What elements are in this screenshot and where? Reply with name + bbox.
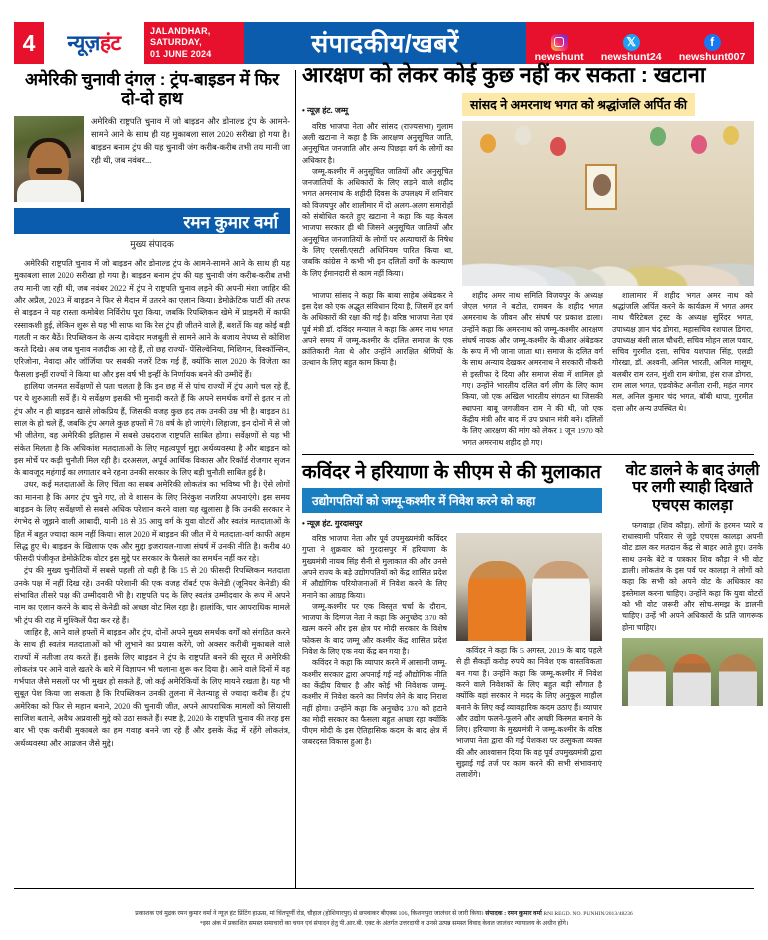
lead-story-subheadline: सांसद ने अमरनाथ भगत को श्रद्धांजलि अर्पित की: [462, 93, 695, 116]
lead-story-upper: [302, 121, 754, 286]
kalra-paragraph: फगवाड़ा (शिव कौड़ा). लोगों के हरमन प्यारे व राधास्वामी परिवार से जुड़े एचएस कालड़ा अपनी वोट डाल कर मतदान केंद्र से बाहर आते हुए। उनके साथ उनके बेटे व पत्रकार शिव कौड़ा ने भी वोट डाली। लोकतंत्र के इस पर्व पर कालड़ा ने लोगों को कहा कि सभी को अपने वोट के अधिकार का इस्तेमाल करना चाहिए। उन्होंने कहा कि युवा वोटरों को भी वोट जरूरी और सोच-समझ के डालनी चाहिए। उन्हें भी अपने अधिकारों के प्रति जागरूक होना चाहिए।: [622, 520, 763, 632]
twitter-icon[interactable]: 𝕏: [623, 34, 640, 51]
story-kalra: [622, 462, 763, 781]
logo-text: [67, 29, 120, 57]
lead-story-paragraph: शहीद अमर नाथ समिति विजयपुर के अध्यक्ष जेएल भगत ने बटोत, रामबन के शहीद भगत अमरनाथ के जीवन और संघर्ष पर प्रकाश डाला। उन्होंने कहा कि अमरनाथ को जम्मू-कश्मीर आरक्षण संघर्ष नायक और जम्मू-कश्मीर के बीआर अंबेडकर के रूप में भी जाना जाता था। समाज के दलित वर्ग के साथ अन्याय देखकर अमरनाथ ने सरकारी नौकरी से इस्तीफा दे दिया और समाज सेवा में शामिल हो गए। उन्होंने भारतीय दलित वर्ग लीग के लिए काम किया, जो एक अखिल भारतीय संगठन था जिसकी स्थापना बाबू जगजीवन राम ने की थी, जो एक केंद्रीय मंत्री और बाद में उप प्रधान मंत्री बने। दलितों के लिए आरक्षण की मांग को लेकर 1 जून 1970 को भगत अमरनाथ शहीद हो गए।: [462, 290, 603, 447]
editorial-column: [14, 70, 290, 750]
masthead: [14, 22, 754, 64]
footer-divider: [14, 888, 754, 889]
social-item-facebook[interactable]: [679, 34, 746, 63]
lead-story-text-col2: [302, 290, 453, 448]
publication-logo[interactable]: [44, 22, 144, 64]
editorial-paragraph: जाहिर है, आने वाले हफ्तों में बाइडन और ट्रंप, दोनों अपने मुख्य समर्थक वर्गों को संगठित करने के साथ ही स्वतंत्र मतदाताओं को भी लुभाने का प्रयास करेंगे, जो अक्सर करीबी मुकाबले वाले राज्यों में नतीजा तय करते हैं। इसके लिए बाइडन ने ट्रंप के राष्ट्रपति बनने की सूरत में अमेरिकी लोकतंत्र पर आने वाले खतरे के बारे में विज्ञापन भी चलाना शुरू कर दिया है। आने वाले दिनों में वह गर्भपात जैसे मसलों पर भी मुखर हो सकते हैं, जो कई अमेरिकियों के लिए मायने रखता है। यह भी सुबूत पेश किया जा सकता है कि रिपब्लिकन उनकी तुलना में नेतन्याहू से ज्यादा करीब हैं। ट्रंप अमेरिका को फिर से महान बनाने, 2020 की चुनावी जीत, अपने आपराधिक मामलों को सियासी साजिश बताने, अवैध अप्रवासी मुद्दे को उठा सकते हैं। स्पष्ट है, 2020 के राष्ट्रपति चुनाव की तरह इस बार भी एक करीबी मुकाबले का हम गवाह बनने जा रहे हैं और इसके केंद्र में रहेंगे लोकतंत्र, अर्थव्यवस्था और आव्रजन जैसे मुद्दे।: [14, 627, 290, 748]
lead-story-paragraph: शालामार में शहीद भगत अमर नाथ को श्रद्धांजलि अर्पित करने के कार्यक्रम में भगत अमर नाथ चैरिटेबल ट्रस्ट के अध्यक्ष सुरिंदर भगत, उपाध्यक्ष ज्ञान चंद डोगरा, महासचिव रशपाल डिगरा, उपाध्यक्ष बंसी लाल चौधरी, सचिव मोहन लाल पवार, सचिव गुरमीत दत्ता, सचिव यशपाल सिंह, एलडी गोरखा, डॉ. अश्वनी, अनिल भारती, अनिल मासूम, बलबीर राम रतन, मुंशी राम बंगोत्रा, हंस राज डोगरा, राम लाल भगत, एडवोकेट अनीता रानी, महंत नागर मल, अनिल कुमार चंद भगत, बॉबी थापा, गुरमीत दत्ता और अन्य उपस्थित थे।: [612, 290, 753, 413]
lead-story-text-col3: [462, 290, 603, 448]
instagram-icon[interactable]: [551, 34, 568, 51]
editor-role: मुख्य संपादक: [130, 239, 174, 250]
lead-story-photo: [462, 121, 754, 286]
section-divider: [302, 454, 754, 455]
footer-rni: RNI REGD. NO. PUNHIN/2013/48236: [543, 910, 633, 917]
editor-name: रमन कुमार वर्मा: [183, 212, 278, 232]
section-title: संपादकीय/खबरें: [311, 30, 459, 58]
editorial-paragraph: अमेरिकी राष्ट्रपति चुनाव में जो बाइडन और डोनाल्ड ट्रंप के आमने-सामने आने के साथ ही यह मुकाबला साल 2020 सरीखा हो गया है। बाइडन बनाम ट्रंप की यह चुनावी जंग करीब-करीब तभी तय मानी जा रही थी, जब नवंबर 2022 में ट्रंप ने राष्ट्रपति चुनाव लड़ने की अपनी मंशा जाहिर की और अप्रैल, 2023 में बाइडन ने फिर से मैदान में उतरने का एलान किया। डेमोक्रेटिक पार्टी की तरफ से बाइडन ने यह रास्ता कमोबेश निर्विरोध पूरा किया, जबकि रिपब्लिकन खेमे में प्राइमरी में काफी रस्साकशी हुई, लेकिन शुरू से यह भी साफ था कि रेस ट्रंप ही जीतने वाले हैं, बशर्ते कि वह कोई बड़ी गलती न कर बैठें। रिपब्लिकन के अन्य दावेदार मजबूती से सामने आने के बजाय नेपथ्य से कोशिश करते दिखे। अब जब चुनाव नजदीक आ रहे हैं, तो छह राज्यों- पेंसिल्वेनिया, मिशिगन, विस्कॉन्सिन, एरिजोना, नेवादा और जॉर्जिया पर सबकी नजरें टिक गई हैं, क्योंकि साल 2020 के विजेता का फैसला इन्हीं राज्यों ने किया था और इस वर्ष भी इन्हीं के निर्णायक बनने की उम्मीदें हैं।: [14, 259, 290, 379]
editorial-headline: अमेरिकी चुनावी दंगल : ट्रंप-बाइडन में फिर दो-दो हाथ: [24, 70, 280, 109]
editorial-intro-text: अमेरिकी राष्ट्रपति चुनाव में जो बाइडन और डोनाल्ड ट्रंप के आमने-सामने आने के साथ ही यह मुकाबला साल 2020 सरीखा हो गया है। बाइडन बनाम ट्रंप की यह चुनावी जंग करीब-करीब तभी तय मानी जा रही थी, जब नवंबर...: [91, 117, 290, 165]
lead-story-text-col1: [302, 121, 453, 286]
kavinder-headline: कविंदर ने हरियाणा के सीएम से की मुलाकात: [302, 461, 601, 483]
lead-story: [302, 64, 754, 448]
footer-publisher-text: प्रकाशक एवं मुद्रक रमन कुमार वर्मा ने न्यूज़ हंट प्रिंटिंग हाऊस, मां चिंतपूर्णी रोड, चौहाल (होशियारपुर) से छपवाकर बीएक्स 106, किशनपुरा जालंधर से जारी किया।: [135, 909, 484, 917]
editorial-paragraph: हालिया जनमत सर्वेक्षणों से पता चलता है कि इन छह में से पांच राज्यों में ट्रंप आगे चल रहे हैं, पर ये शुरुआती सर्वे हैं। ये सर्वेक्षण इसकी भी मुनादी करते हैं कि अपने समर्थक वर्गों से इतर न तो ट्रंप और न ही बाइडन खासे लोकप्रिय हैं, जिसकी वजह कुछ हद तक उनकी उम्र भी है। बाइडन 81 साल के हो चले हैं, जबकि ट्रंप अगले कुछ हफ्तों में 78 वर्ष के हो जाएंगे। लिहाजा, इन दोनों में से जो भी जीतेगा, वह अमेरिकी इतिहास में सबसे उम्रदराज राष्ट्रपति साबित होगा। सर्वेक्षणों से यह भी संकेत मिलता है कि अधिकांश मतदाताओं के लिए महत्वपूर्ण मुद्दा अर्थव्यवस्था है और बाइडन को इस मोर्चे पर कड़ी चुनौती मिल रही है। दरअसल, अपूर्व आर्थिक विकास और रिकॉर्ड रोजगार सृजन के बावजूद महंगाई का लगातार बने रहना उनकी सरकार के लिए बड़ी चुनौती साबित हुई है।: [14, 382, 290, 478]
footer-line-2: *इस अंक में प्रकाशित समस्त समाचारों का चयन एवं संपादन हेतु पी.आर.बी. एक्ट के अंतर्गत उत्तरदायी व उनसे उत्पन्न समस्त विवाद केवल जालंधर न्यायालय के अधीन होंगे।: [199, 920, 569, 928]
footer-line-1: [14, 909, 754, 920]
lead-story-paragraph: भाजपा सांसद ने कहा कि बाबा साहेब अंबेडकर ने इस देश को एक अद्भुत संविधान दिया है, जिसमें हर वर्ग के अधिकारों की रक्षा की गई है। वरिष्ठ भाजपा नेता एवं पूर्व मंत्री डॉ. दविंदर मन्याल ने कहा कि अमर नाथ भगत अपने समय में जम्मू-कश्मीर के दलित समाज के एक क्रांतिकारी नेता थे और उन्होंने आरक्षित श्रेणियों के उत्थान के लिए बहुत काम किया है।: [302, 290, 453, 368]
kalra-voters-photo: [622, 638, 763, 706]
news-block: [302, 63, 763, 781]
kavinder-text-col1: [302, 533, 447, 781]
lead-story-lower: [302, 290, 754, 448]
kalra-headline: वोट डालने के बाद उंगली पर लगी स्याही दिखाते एचएस कालड़ा: [625, 461, 760, 514]
story-kavinder: [302, 462, 602, 781]
lead-story-headline: आरक्षण को लेकर कोई कुछ नहीं कर सकता : खटाना: [302, 63, 706, 87]
social-handles-bar: [526, 22, 754, 64]
dateline-city-day: JALANDHAR, SATURDAY,: [150, 26, 211, 48]
logo-text-part1: न्यूज़: [67, 32, 100, 55]
footer-imprint: [14, 909, 754, 930]
editorial-intro-block: [14, 116, 290, 202]
social-handle-twitter: newshunt24: [600, 50, 662, 63]
editor-name-bar: [14, 208, 290, 234]
lead-story-byline-row: [302, 93, 754, 116]
dateline: [144, 22, 244, 64]
lead-story-paragraph: वरिष्ठ भाजपा नेता और सांसद (राज्यसभा) गुलाम अली खटाना ने कहा है कि आरक्षण अनुसूचित जाति, अनुसूचित जनजाति और अन्य पिछड़ा वर्ग के लोगों का अधिकार है।: [302, 121, 453, 165]
page-number: 4: [22, 29, 36, 56]
kavinder-paragraph: कविंदर ने कहा कि व्यापार करने में आसानी जम्मू-कश्मीर सरकार द्वारा अपनाई गई नई औद्योगिक नीति का केंद्रीय विचार है और कोई भी निवेशक जम्मू-कश्मीर में निवेश करने का निर्णय लेने के बाद निराश नहीं होगा। उन्होंने कहा कि अनुच्छेद 370 को हटाने का मोदी सरकार का फैसला बहुत अच्छा रहा क्योंकि पीएम मोदी के इस ऐतिहासिक कदम के बाद क्षेत्र में जबरदस्त विकास हुआ है।: [302, 658, 447, 747]
kavinder-paragraph: कविंदर ने कहा कि 5 अगस्त, 2019 के बाद पहले से ही सैकड़ों करोड़ रुपये का निवेश एक वास्तविकता बन गया है। उन्होंने कहा कि जम्मू-कश्मीर में निवेश करने वाले निवेशकों के लिए बहुत बड़ी सौगात है क्योंकि वहां सरकार ने मदद के लिए अनुकूल माहौल बनाने के लिए कई व्यावहारिक कदम उठाए हैं। व्यापार और उद्योग फलने-फूलने और अच्छी किस्मत बनाने के लिए। हरियाणा के मुख्यमंत्री ने जम्मू-कश्मीर के वरिष्ठ भाजपा नेता द्वारा की गई पेशकश पर उत्सुकता व्यक्त की और आश्वासन दिया कि वह पूर्व उपमुख्यमंत्री द्वारा सुझाई गई तर्ज पर काम करने की सभी संभावनाएं तलाशेंगे।: [456, 646, 602, 780]
kavinder-byline: • न्यूज़ हंट. गुरदासपुर: [302, 518, 602, 529]
editorial-paragraph: उधर, कई मतदाताओं के लिए चिंता का सबब अमेरिकी लोकतंत्र का भविष्य भी है। ऐसे लोगों का मानना है कि अगर ट्रंप चुने गए, तो वे शासन के लिए निरंकुश नजरिया अपनाएंगे। इस समय बाइडन के लिए सर्वेक्षणों से सबसे अधिक परेशान करने वाला यह खुलासा है कि उनकी सरकार ने रंगभेद से जूझने वाली आबादी, यानी 18 से 35 आयु वर्ग के युवा वोटरों और स्वतंत्र मतदाताओं के हित में बहुत ज्यादा काम नहीं किया। साल 2020 में बाइडन की जीत में ये मतदाता-वर्ग काफी अहम सिद्ध हुए थे। बाइडन के खिलाफ एक और मुद्दा इजरायल-गाजा संघर्ष में उनकी नीति है। करीब 40 फीसदी पंजीकृत डेमोक्रेटिक वोटर इस मुद्दे पर सरकार के फैसले का समर्थन नहीं कर रहे।: [14, 480, 290, 564]
kavinder-right-col: [456, 533, 602, 781]
page-number-badge: [14, 22, 44, 64]
facebook-icon[interactable]: f: [704, 34, 721, 51]
lead-story-paragraph: जम्मू-कश्मीर में अनुसूचित जातियों और अनुसूचित जनजातियों के अधिकारों के लिए लड़ने वाले शहीद भगत अमरनाथ के शहीदी दिवस के उपलक्ष्य में शनिवार को विजयपुर और शालीमार में दो अलग-अलग समारोहों को संबोधित करते हुए खटाना ने कहा कि यह केवल भाजपा सरकार ही थी जिसने अनुसूचित जातियों और अनुसूचित जनजातियों के लोगों पर अत्याचारों के निषेध के लिए एससी/एसटी अधिनियम पारित किया था, जबकि कांग्रेस ने कभी भी इन दलितों वर्गों के कल्याण के लिए ईमानदारी से काम नहीं किया।: [302, 166, 453, 278]
kavinder-paragraph: जम्मू-कश्मीर पर एक विस्तृत चर्चा के दौरान, भाजपा के दिग्गज नेता ने कहा कि अनुच्छेद 370 को खत्म करने और इस क्षेत्र पर मोदी सरकार के विशेष फोकस के बाद जम्मू और कश्मीर केंद्र शासित प्रदेश निवेश के लिए एक नया केंद्र बन गया है।: [302, 601, 447, 657]
section-title-banner: [244, 22, 526, 64]
editorial-paragraph: ट्रंप की मुख्य चुनौतियों में सबसे पहली तो यही है कि 15 से 20 फीसदी रिपब्लिकन मतदाता उनके पक्ष में नहीं दिख रहे। उनकी परेशानी की एक वजह रॉबर्ट एफ केनेडी (जूनियर केनेडी) की संभावित तीसरे पक्ष की उम्मीदवारी भी है। राष्ट्रपति पद के लिए स्वतंत्र उम्मीदवार के रूप में अपने नाम का एलान करने के बाद से केनेडी को अच्छा वोट मिल रहा है। हालांकि, चार आपराधिक मामले भी ट्रंप की राह में मुश्किलें पैदा कर रहे हैं।: [14, 566, 290, 625]
lead-story-text-col4: [612, 290, 753, 448]
dateline-date: 01 JUNE 2024: [150, 48, 212, 59]
social-item-twitter[interactable]: [601, 34, 662, 63]
footer-editor-label: संपादक : रमन कुमार वर्मा: [485, 909, 542, 917]
kavinder-paragraph: वरिष्ठ भाजपा नेता और पूर्व उपमुख्यमंत्री कविंदर गुप्ता ने शुक्रवार को गुरदासपुर में हरियाणा के मुख्यमंत्री नायब सिंह सैनी से मुलाकात की और उनसे अपने राज्य के बड़े उद्योगपतियों को केंद्र शासित प्रदेश में औद्योगिक परियोजनाओं में निवेश करने के लिए मनाने का आग्रह किया।: [302, 534, 447, 600]
kavinder-upper: [302, 533, 602, 781]
lower-stories-row: [302, 461, 763, 781]
social-handle-facebook: newshunt007: [678, 50, 746, 63]
social-handle-instagram: newshunt: [534, 50, 584, 63]
logo-text-part2: हंट: [99, 32, 121, 55]
lead-story-byline: • न्यूज़ हंट. जम्मू: [302, 105, 452, 116]
social-item-instagram[interactable]: [535, 34, 584, 63]
editor-portrait-photo: [14, 116, 84, 202]
column-divider-left: [295, 70, 296, 888]
kavinder-subheadline: उद्योगपतियों को जम्मू-कश्मीर में निवेश करने को कहा: [302, 488, 602, 513]
kavinder-meeting-photo: [456, 533, 602, 641]
editorial-body: [14, 258, 290, 750]
